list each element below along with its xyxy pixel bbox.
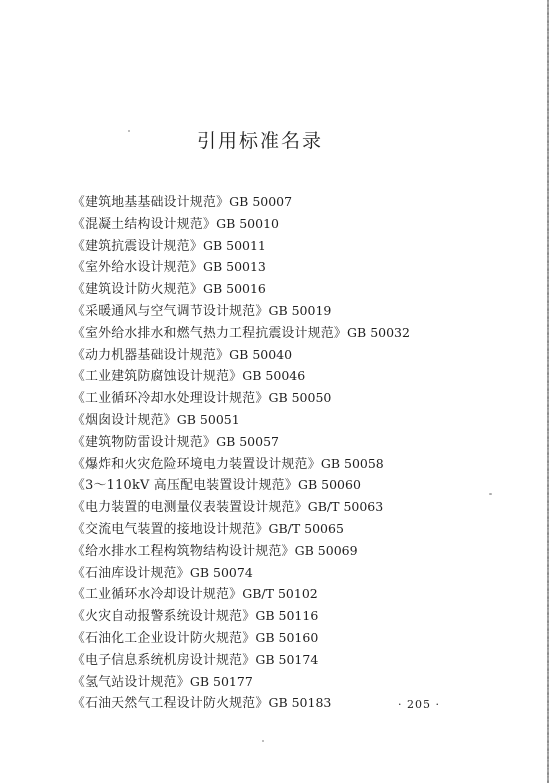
reference-item (72, 692, 512, 714)
reference-code: GB 50060 (298, 477, 361, 493)
reference-code: GB 50016 (202, 281, 266, 297)
reference-code: GB 50177 (189, 673, 253, 689)
reference-title: 《工业循环水冷却设计规范》 (72, 587, 243, 603)
reference-item (72, 278, 512, 300)
reference-title: 《建筑物防雷设计规范》 (72, 434, 217, 450)
page-edge-shadow (547, 0, 549, 783)
reference-title: 《石油库设计规范》 (72, 565, 190, 581)
reference-item (72, 300, 512, 322)
reference-code: GB 50007 (229, 194, 293, 209)
reference-item (72, 365, 512, 387)
reference-item (72, 191, 512, 213)
reference-item (72, 453, 512, 475)
reference-standards-list (72, 191, 512, 714)
reference-item (72, 605, 512, 627)
reference-item (72, 387, 512, 409)
reference-title: 《交流电气装置的接地设计规范》 (72, 521, 269, 537)
reference-code: GB 50050 (268, 390, 332, 406)
reference-code: GB 50116 (255, 608, 319, 624)
reference-title: 《火灾自动报警系统设计规范》 (72, 609, 256, 625)
scan-speck (262, 740, 264, 742)
reference-title: 《电子信息系统机房设计规范》 (72, 652, 256, 668)
reference-item (72, 213, 512, 235)
reference-code: GB/T 50102 (242, 586, 318, 602)
reference-code: GB 50074 (189, 564, 253, 580)
reference-code: GB 50058 (320, 455, 384, 471)
reference-code: GB 50032 (347, 324, 410, 340)
reference-item (72, 583, 512, 605)
scan-speck (128, 130, 130, 132)
reference-title: 《烟囱设计规范》 (72, 412, 177, 428)
reference-item (72, 474, 512, 496)
reference-item (72, 649, 512, 671)
reference-code: GB 50046 (242, 368, 306, 384)
reference-code: GB 50160 (255, 629, 319, 645)
reference-code: GB/T 50063 (307, 499, 384, 515)
reference-code: GB 50010 (216, 215, 279, 231)
reference-code: GB/T 50065 (268, 520, 344, 536)
reference-title: 《动力机器基础设计规范》 (72, 347, 230, 363)
reference-item (72, 344, 512, 366)
reference-title: 《氢气站设计规范》 (72, 674, 190, 690)
reference-item (72, 518, 512, 540)
reference-title: 《建筑抗震设计规范》 (72, 238, 203, 254)
reference-item (72, 322, 512, 344)
reference-title: 《建筑地基基础设计规范》 (72, 195, 230, 210)
reference-item (72, 627, 512, 649)
reference-item (72, 256, 512, 278)
reference-code: GB 50057 (216, 433, 279, 449)
reference-title: 《石油化工企业设计防火规范》 (72, 630, 256, 646)
reference-title: 《室外给水排水和燃气热力工程抗震设计规范》 (72, 325, 348, 341)
reference-code: GB 50011 (202, 237, 266, 253)
reference-code: GB 50040 (229, 346, 293, 362)
reference-title: 《爆炸和火灾危险环境电力装置设计规范》 (72, 456, 321, 472)
reference-title: 《工业建筑防腐蚀设计规范》 (72, 369, 243, 385)
reference-code: GB 50069 (294, 542, 358, 558)
page-title: 引用标准名录 (196, 130, 323, 152)
reference-title: 《采暖通风与空气调节设计规范》 (72, 303, 269, 319)
reference-title: 《3～110kV 高压配电装置设计规范》 (72, 478, 298, 494)
scan-speck (489, 493, 492, 495)
reference-code: GB 50013 (202, 259, 266, 275)
reference-item (72, 496, 512, 518)
reference-title: 《工业循环冷却水处理设计规范》 (72, 391, 269, 407)
reference-code: GB 50183 (268, 695, 332, 711)
reference-item (72, 235, 512, 257)
reference-title: 《电力装置的电测量仪表装置设计规范》 (72, 500, 308, 516)
reference-title: 《建筑设计防火规范》 (72, 282, 203, 298)
reference-code: GB 50174 (255, 651, 319, 667)
reference-item (72, 409, 512, 431)
page-number: · 205 · (398, 698, 440, 711)
reference-title: 《混凝土结构设计规范》 (72, 216, 217, 232)
reference-item (72, 671, 512, 693)
reference-item (72, 540, 512, 562)
reference-item (72, 431, 512, 453)
reference-code: GB 50051 (176, 411, 240, 427)
reference-title: 《室外给水设计规范》 (72, 260, 203, 276)
reference-code: GB 50019 (268, 302, 332, 318)
reference-title: 《石油天然气工程设计防火规范》 (72, 696, 269, 712)
reference-item (72, 562, 512, 584)
reference-title: 《给水排水工程构筑物结构设计规范》 (72, 543, 295, 559)
